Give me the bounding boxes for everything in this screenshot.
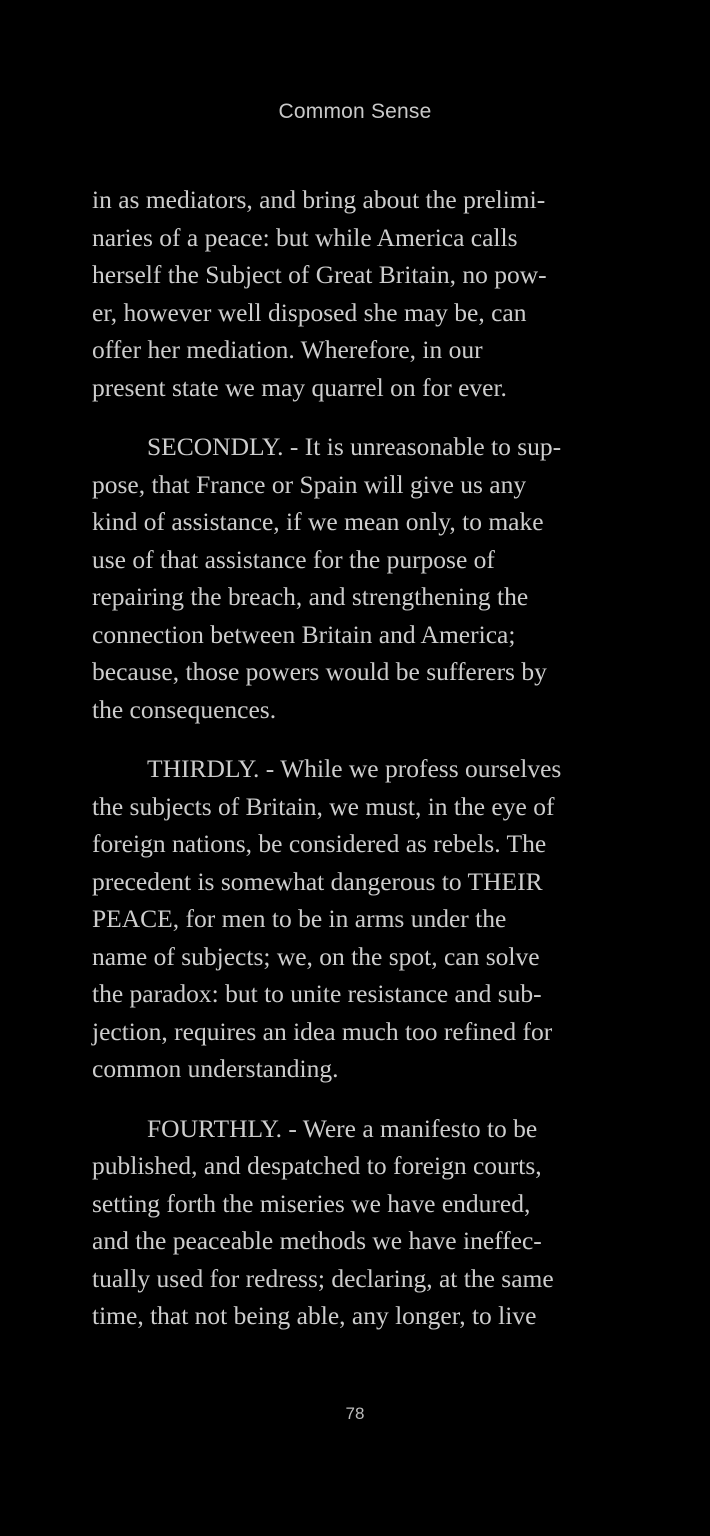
- text-line: PEACE, for men to be in arms under the: [92, 904, 507, 933]
- text-line: connection between Britain and America;: [92, 619, 516, 649]
- text-line: foreign nations, be considered as rebels. The: [92, 829, 547, 858]
- text-line: herself the Subject of Great Britain, no pow-: [92, 260, 547, 289]
- text-line: published, and despatched to foreign courts,: [92, 1151, 542, 1180]
- text-line: precedent is somewhat dangerous to THEIR: [92, 866, 543, 896]
- page-number: 78: [345, 1404, 365, 1423]
- text-line: FOURTHLY. - Were a manifesto to be: [147, 1113, 538, 1143]
- text-line: in as mediators, and bring about the prelimi-: [92, 185, 546, 214]
- text-line: use of that assistance for the purpose of: [92, 544, 495, 574]
- paragraph-thirdly: [92, 750, 648, 1088]
- text-line: naries of a peace: but while America calls: [92, 222, 518, 252]
- text-line: name of subjects; we, on the spot, can solve: [92, 941, 540, 971]
- text-line: offer her mediation. Wherefore, in our: [92, 335, 483, 364]
- book-title: Common Sense: [278, 100, 432, 123]
- paragraph-secondly: [92, 428, 648, 728]
- text-line: SECONDLY. - It is unreasonable to sup-: [147, 432, 562, 461]
- text-line: tually used for redress; declaring, at the same: [92, 1263, 554, 1293]
- text-line: present state we may quarrel on for ever.: [92, 372, 507, 402]
- text-line: repairing the breach, and strengthening the: [92, 582, 529, 611]
- paragraph-continuation: [92, 181, 648, 406]
- paragraph-fourthly: [92, 1110, 648, 1335]
- text-line: kind of assistance, if we mean only, to make: [92, 507, 544, 536]
- text-line: THIRDLY. - While we profess ourselves: [147, 754, 562, 783]
- text-line: jection, requires an idea much too refined for: [92, 1016, 553, 1046]
- text-line: the paradox: but to unite resistance and sub-: [92, 979, 542, 1008]
- page-content: [92, 181, 648, 1357]
- text-line: setting forth the miseries we have endured,: [92, 1188, 531, 1218]
- text-line: er, however well disposed she may be, can: [92, 297, 527, 327]
- text-line: time, that not being able, any longer, to live: [92, 1301, 537, 1330]
- text-line: pose, that France or Spain will give us any: [92, 469, 527, 499]
- text-line: common understanding.: [92, 1054, 339, 1083]
- text-line: the subjects of Britain, we must, in the eye of: [92, 791, 555, 821]
- text-line: because, those powers would be sufferers by: [92, 657, 547, 686]
- text-line: the consequences.: [92, 694, 277, 724]
- text-line: and the peaceable methods we have ineffec-: [92, 1226, 542, 1255]
